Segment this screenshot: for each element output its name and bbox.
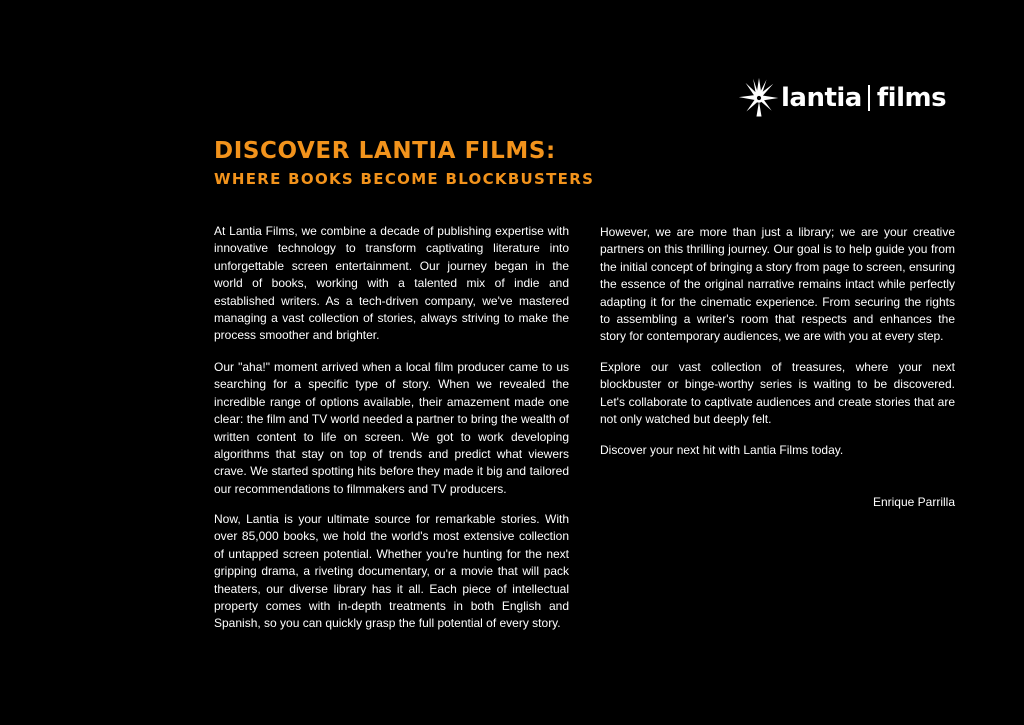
logo-brand-text: lantia — [781, 83, 862, 113]
logo-divider — [868, 85, 870, 111]
signature: Enrique Parrilla — [872, 495, 955, 509]
lantia-films-logo — [738, 76, 958, 120]
right-paragraph-2: Explore our vast collection of treasures, where your next blockbuster or binge-worthy series is waiting to be discovered. Let's collaborate to captivate audiences and create stories that are not only watched but deeply felt. — [600, 360, 955, 427]
right-paragraph-3: Discover your next hit with Lantia Films today. — [600, 443, 844, 457]
left-paragraph-3: Now, Lantia is your ultimate source for remarkable stories. With over 85,000 books, we hold the world's most extensive collection of untapped screen potential. Whether you're hunting for the next gripping drama, a riveting documentary, or a movie that will pack theaters, our diverse library has it all. Each piece of intellectual property comes with in-depth treatments in both English and Spanish, so you can quickly grasp the full potential of every story. — [214, 512, 569, 631]
left-paragraph-1: At Lantia Films, we combine a decade of publishing expertise with innovative technology to transform captivating literature into unforgettable screen entertainment. Our journey began in the world of books, working with a talented mix of indie and established writers. As a tech-driven company, we've mastered managing a vast collection of stories, always striving to make the process smoother and brighter. — [214, 224, 569, 343]
page-subtitle: WHERE BOOKS BECOME BLOCKBUSTERS — [214, 170, 595, 188]
star-burst-icon — [738, 77, 780, 119]
logo-division-text: films — [876, 83, 947, 113]
left-paragraph-2: Our "aha!" moment arrived when a local film producer came to us searching for a specific type of story. When we revealed the incredible range of options available, their amazement made one clear: the film and TV world needed a partner to bring the wealth of written content to life on screen. We got to work developing algorithms that stay on top of trends and predict what viewers crave. We started spotting hits before they made it big and tailored our recommendations to filmmakers and TV producers. — [214, 360, 569, 496]
page-title: DISCOVER LANTIA FILMS: — [214, 138, 556, 164]
right-paragraph-1: However, we are more than just a library; we are your creative partners on this thrilling journey. Our goal is to help guide you from the initial concept of bringing a story from page to screen, ensuring the essence of the original narrative remains intact while perfectly adapting it for the cinematic experience. From securing the rights to assembling a writer's room that respects and enhances the story for contemporary audiences, we are with you at every step. — [600, 225, 955, 344]
